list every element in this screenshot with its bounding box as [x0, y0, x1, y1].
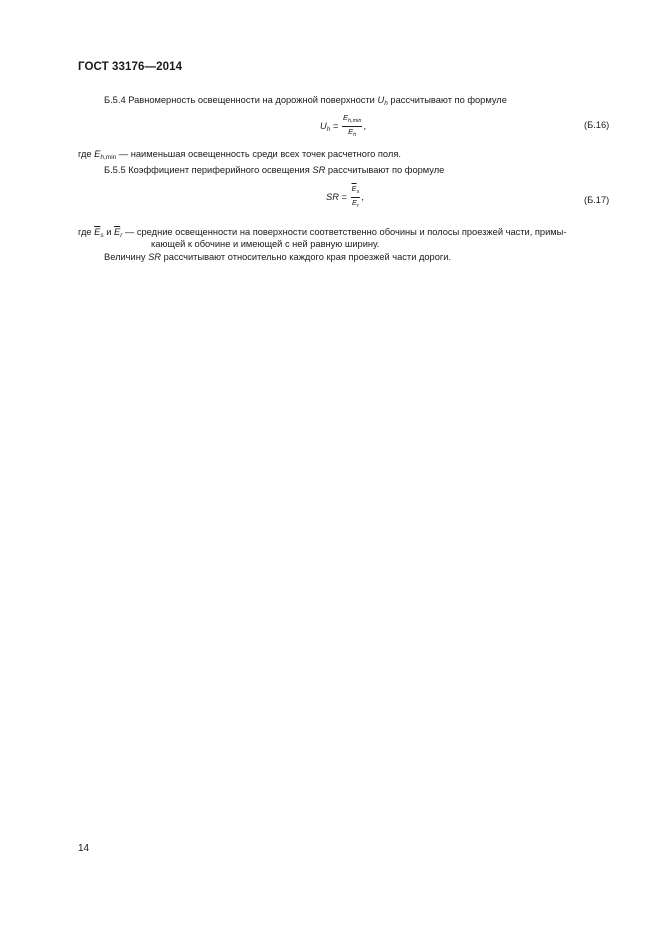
- where-2-conj: и: [106, 227, 112, 237]
- paragraph-b55: [104, 164, 444, 176]
- formula-b17: [326, 184, 364, 211]
- b54-suffix: рассчитывают по формуле: [390, 95, 507, 105]
- where-1-text: — наименьшая освещенность среди всех точек расчетного поля.: [118, 149, 401, 159]
- final-suffix: рассчитывают относительно каждого края проезжей части дороги.: [163, 252, 452, 262]
- formula-b16-lhs: $U_h$: [320, 120, 331, 133]
- where-2-symbol-1: $\overline{E}_s$: [94, 227, 104, 239]
- formula-b16-numerator: $E_{h,min}$: [342, 113, 362, 127]
- final-symbol: SR: [148, 252, 162, 262]
- formula-b17-lhs: SR: [326, 191, 339, 202]
- paragraph-b54: [104, 94, 507, 110]
- page-header-standard-id: ГОСТ 33176—2014: [78, 61, 183, 73]
- where-clause-2-continuation: кающей к обочине и имеющей с ней равную ширину.: [151, 239, 380, 249]
- formula-b16-tail: ,: [363, 120, 367, 131]
- formula-b17-numerator: $\overline{E}_s$: [351, 184, 361, 198]
- where-2-lead: где: [78, 227, 92, 237]
- b55-suffix: рассчитывают по формуле: [327, 165, 445, 175]
- formula-b16-fraction: [342, 113, 362, 140]
- formula-b17-number: (Б.17): [584, 195, 610, 205]
- formula-b16-eq: =: [332, 120, 339, 131]
- where-1-lead: где: [78, 149, 92, 159]
- b55-symbol: SR: [312, 165, 326, 175]
- formula-b17-eq: =: [341, 191, 347, 202]
- formula-b17-tail: ,: [361, 191, 364, 202]
- final-prefix: Величину: [104, 252, 146, 262]
- formula-b16: [320, 113, 366, 140]
- b54-prefix: Б.5.4 Равномерность освещенности на дорожной поверхности: [104, 95, 375, 105]
- page-number: 14: [78, 843, 90, 854]
- b55-prefix: Б.5.5 Коэффициент периферийного освещения: [104, 165, 310, 175]
- paragraph-final: [104, 251, 451, 263]
- formula-b16-number: (Б.16): [584, 120, 610, 130]
- formula-b17-fraction: [351, 184, 361, 211]
- where-clause-1: [78, 148, 401, 164]
- formula-b17-denominator: $\overline{E}_r$: [352, 198, 359, 209]
- where-2-symbol-2: $\overline{E}_r$: [114, 227, 123, 239]
- where-2-text-line1: — средние освещенности на поверхности соответственно обочины и полосы проезжей части, примы-: [124, 227, 567, 237]
- where-1-symbol: $E_{h,min}$: [94, 149, 117, 161]
- formula-b16-denominator: $\overline{E}_h$: [348, 127, 357, 138]
- b54-symbol: $U_h$: [377, 95, 388, 107]
